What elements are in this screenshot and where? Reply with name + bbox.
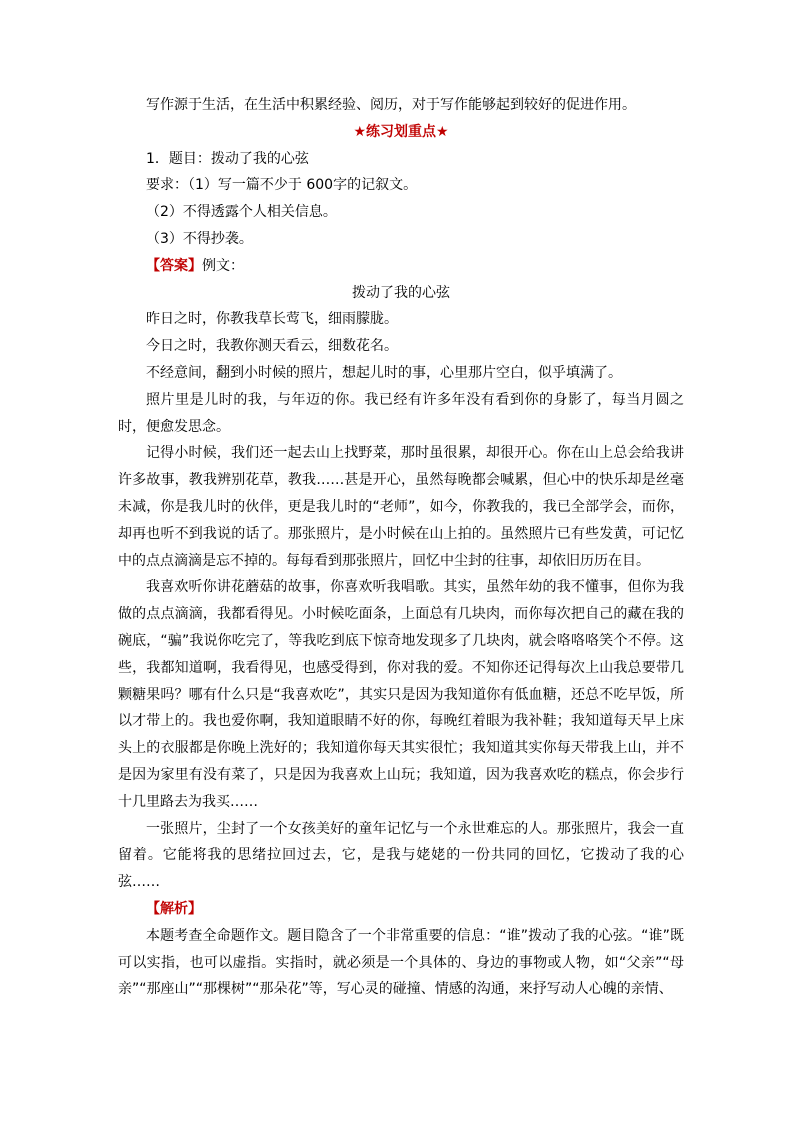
requirement-3: （3）不得抄袭。 <box>146 230 253 247</box>
essay-paragraph: 昨日之时，你教我草长莺飞，细雨朦胧。 <box>146 311 398 328</box>
essay-paragraph: 不经意间，翻到小时候的照片，想起儿时的事，心里那片空白，似乎填满了。 <box>146 364 622 381</box>
question-title: 1．题目：拨动了我的心弦 <box>146 150 309 167</box>
essay-paragraph: 照片里是儿时的我，与年迈的你。我已经有许多年没有看到你的身影了，每当月圆之时，便愈发思念。 <box>118 391 684 435</box>
essay-paragraph: 一张照片，尘封了一个女孩美好的童年记忆与一个永世难忘的人。那张照片，我会一直留着。它能将我的思绪拉回过去，它，是我与姥姥的一份共同的回忆，它拨动了我的心弦…… <box>118 820 684 891</box>
requirement-2: （2）不得透露个人相关信息。 <box>146 204 337 221</box>
essay-title: 拨动了我的心弦 <box>352 284 450 301</box>
analysis-paragraph: 本题考查全命题作文。题目隐含了一个非常重要的信息：“谁”拨动了我的心弦。“谁”既可以实指，也可以虚指。实指时，就必须是一个具体的、身边的事物或人物，如“父亲”“母亲”“那座山”“那棵树”“那朵花”等，写心灵的碰撞、情感的沟通，来抒写动人心魄的亲情、 <box>118 927 684 998</box>
analysis-label: 【解析】 <box>146 900 202 917</box>
section-title: ★练习划重点★ <box>353 123 449 140</box>
answer-label: 【答案】 <box>146 257 202 274</box>
essay-paragraph: 记得小时候，我们还一起去山上找野菜，那时虽很累，却很开心。你在山上总会给我讲许多故事，教我辨别花草，教我……甚是开心，虽然每晚都会喊累，但心中的快乐却是丝毫未减，你是我儿时的伙伴，更是我儿时的“老师”，如今，你教我的，我已全部学会，而你，却再也听不到我说的话了。那张照片，是小时候在山上拍的。虽然照片已有些发黄，可记忆中的点点滴滴是忘不掉的。每每看到那张照片，回忆中尘封的往事，却依旧历历在目。 <box>118 445 684 569</box>
essay-paragraph: 今日之时，我教你测天看云，细数花名。 <box>146 338 398 355</box>
intro-paragraph: 写作源于生活，在生活中积累经验、阅历，对于写作能够起到较好的促进作用。 <box>146 97 636 113</box>
answer-line <box>118 253 684 280</box>
requirement-1: 要求：（1）写一篇不少于 600字的记叙文。 <box>146 177 418 194</box>
document-page <box>118 92 684 1003</box>
answer-label-suffix: 例文： <box>202 257 244 274</box>
essay-paragraph: 我喜欢听你讲花蘑菇的故事，你喜欢听我唱歌。其实，虽然年幼的我不懂事，但你为我做的点点滴滴，我都看得见。小时候吃面条，上面总有几块肉，而你每次把自己的藏在我的碗底，“骗”我说你吃完了，等我吃到底下惊奇地发现多了几块肉，就会咯咯咯笑个不停。这些，我都知道啊，我看得见，也感受得到，你对我的爱。不知你还记得每次上山我总要带几颗糖果吗？哪有什么只是“我喜欢吃”，其实只是因为我知道你有低血糖，还总不吃早饭，所以才带上的。我也爱你啊，我知道眼睛不好的你，每晚红着眼为我补鞋；我知道每天早上床头上的衣服都是你晚上洗好的；我知道你每天其实很忙；我知道其实你每天带我上山，并不是因为家里有没有菜了，只是因为我喜欢上山玩；我知道，因为我喜欢吃的糕点，你会步行十几里路去为我买…… <box>118 579 684 810</box>
